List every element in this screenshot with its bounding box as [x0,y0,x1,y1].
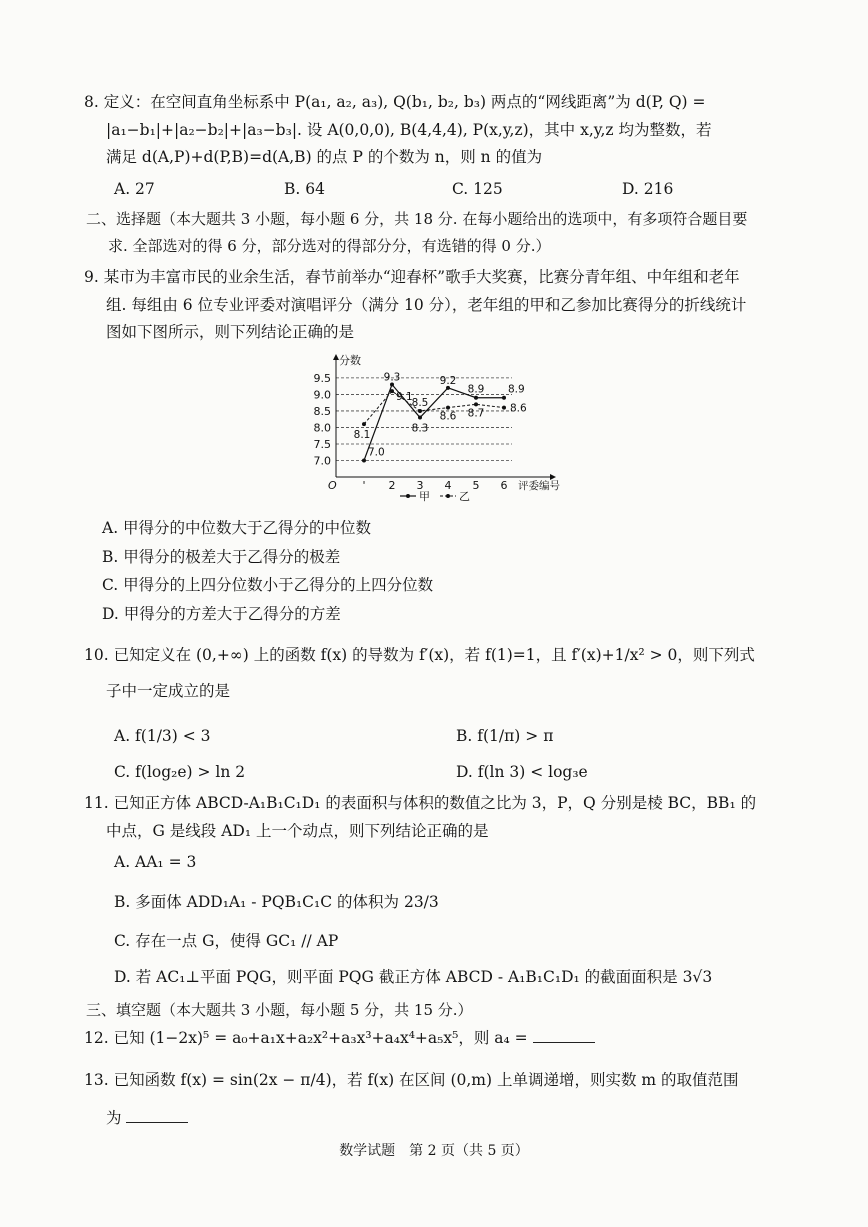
x-tick-label: ' [362,479,366,492]
y-tick-label: 9.5 [313,371,331,385]
data-point [474,402,478,406]
q12-line-1: 12. 已知 (1−2x)⁵ = a₀+a₁x+a₂x²+a₃x³+a₄x⁴+a₅x⁵，则 a₄ = [84,1029,528,1047]
data-point [390,389,394,393]
q10-option-b: B. f(1/π) > π [456,727,554,745]
q8-option-d: D. 216 [622,180,674,198]
chart-axes [314,353,561,492]
q8-option-b: B. 64 [284,180,325,198]
y-tick-label: 8.0 [313,421,331,435]
q8-line-1: 8. 定义：在空间直角坐标系中 P(a₁, a₂, a₃), Q(b₁, b₂, b₃) 两点的“网线距离”为 d(P, Q) = [84,93,706,111]
q9-line-2: 组. 每组由 6 位专业评委对演唱评分（满分 10 分），老年组的甲和乙参加比赛得分的折线统计 [106,295,747,314]
data-point [362,422,366,426]
y-tick-label: 7.0 [313,454,331,468]
y-axis-title: 分数 [339,354,361,367]
data-point [418,409,422,413]
chart-grid [336,378,512,461]
q11-option-a: A. AA₁ = 3 [114,853,197,871]
legend-label-yi: 乙 [459,490,470,503]
x-tick-label: 6 [500,479,508,492]
data-point [418,416,422,420]
data-label: 9.3 [383,371,401,384]
q11-options [114,852,814,989]
data-point [502,396,506,400]
q11-option-d: D. 若 AC₁⊥平面 PQG，则平面 PQG 截正方体 ABCD - A₁B₁C₁D₁ 的截面面积是 3√3 [114,968,713,987]
x-tick-label: 3 [416,479,424,492]
question-9 [84,267,784,344]
data-label: 8.1 [353,429,371,442]
q8-line-3: 满足 d(A,P)+d(P,B)=d(A,B) 的点 P 的个数为 n，则 n 的值为 [106,148,543,167]
q10-option-c: C. f(log₂e) > ln 2 [114,763,246,781]
q8-line-2: |a₁−b₁|+|a₂−b₂|+|a₃−b₃|. 设 A(0,0,0), B(4,4,4), P(x,y,z)，其中 x,y,z 均为整数，若 [106,120,712,139]
x-axis-title: 评委编号 [518,480,560,492]
data-label: 8.9 [467,383,485,396]
data-label: 8.7 [467,407,485,420]
q10-option-d: D. f(ln 3) < log₃e [456,763,588,781]
y-tick-label: 9.0 [313,388,331,402]
data-label: 8.6 [439,410,457,423]
q9-options [102,518,802,626]
q9-option-a: A. 甲得分的中位数大于乙得分的中位数 [102,519,372,537]
data-label: 8.6 [510,402,527,415]
legend-label-jia: 甲 [419,490,430,503]
section-2-line-1: 二、选择题（本大题共 3 小题，每小题 6 分，共 18 分. 在每小题给出的选项中，有多项符合题目要 [86,210,748,228]
question-12 [84,1028,784,1050]
q13-line-1: 13. 已知函数 f(x) = sin(2x − π/4)，若 f(x) 在区间 (0,m) 上单调递增，则实数 m 的取值范围 [84,1071,739,1089]
q11-line-2: 中点，G 是线段 AD₁ 上一个动点，则下列结论正确的是 [106,821,489,840]
q9-option-d: D. 甲得分的方差大于乙得分的方差 [102,605,341,624]
q13-answer-blank[interactable] [126,1121,188,1123]
series-line-jia [364,385,504,461]
q9-line-3: 图如下图所示，则下列结论正确的是 [106,323,355,342]
q9-line-1: 9. 某市为丰富市民的业余生活，春节前举办“迎春杯”歌手大奖赛，比赛分青年组、中年组和老年 [84,268,740,286]
q10-option-a: A. f(1/3) < 3 [114,727,211,745]
legend-marker-yi [446,494,450,498]
data-label: 8.5 [411,396,429,409]
x-tick-label: 4 [444,479,452,492]
q11-option-b: B. 多面体 ADD₁A₁ - PQB₁C₁C 的体积为 23/3 [114,892,439,911]
x-tick-label: 2 [388,479,396,492]
question-8 [84,92,784,169]
question-13 [84,1070,784,1129]
q10-line-2: 子中一定成立的是 [106,681,231,700]
data-point [502,406,506,410]
q9-option-c: C. 甲得分的上四分位数小于乙得分的上四分位数 [102,576,434,595]
section-2-header [86,209,786,257]
y-tick-label: 7.5 [313,437,331,451]
data-point [362,458,366,462]
q11-line-1: 11. 已知正方体 ABCD-A₁B₁C₁D₁ 的表面积与体积的数值之比为 3，P，Q 分别是棱 BC，BB₁ 的 [84,794,757,812]
data-label: 9.2 [439,374,457,387]
question-11 [84,793,784,842]
x-tick-label: 5 [472,479,480,492]
q13-line-2: 为 [106,1108,122,1127]
data-point [474,396,478,400]
page-footer: 数学试题 第 2 页（共 5 页） [339,1143,529,1159]
q8-option-a: A. 27 [114,180,155,198]
legend-marker-jia [406,494,410,498]
data-point [446,406,450,410]
q9-option-b: B. 甲得分的极差大于乙得分的极差 [102,547,341,566]
data-label: 9.1 [396,391,413,404]
question-10 [84,645,784,702]
y-tick-label: 8.5 [313,404,331,418]
section-3-line-1: 三、填空题（本大题共 3 小题，每小题 5 分，共 15 分.） [86,1001,473,1019]
data-label: 8.3 [411,422,429,435]
q12-answer-blank[interactable] [533,1041,595,1043]
section-2-line-2: 求. 全部选对的得 6 分，部分选对的得部分分，有选错的得 0 分.） [108,237,551,255]
data-label: 8.9 [508,383,525,396]
data-label: 7.0 [368,446,385,459]
score-line-chart [300,352,590,512]
q8-option-c: C. 125 [452,180,503,198]
section-3-header [86,1000,786,1021]
q10-line-1: 10. 已知定义在 (0,+∞) 上的函数 f(x) 的导数为 f′(x)，若 f(1)=1，且 f′(x)+1/x² > 0，则下列式 [84,646,755,664]
origin-label: O [328,479,337,492]
q11-option-c: C. 存在一点 G，使得 GC₁ // AP [114,932,339,951]
